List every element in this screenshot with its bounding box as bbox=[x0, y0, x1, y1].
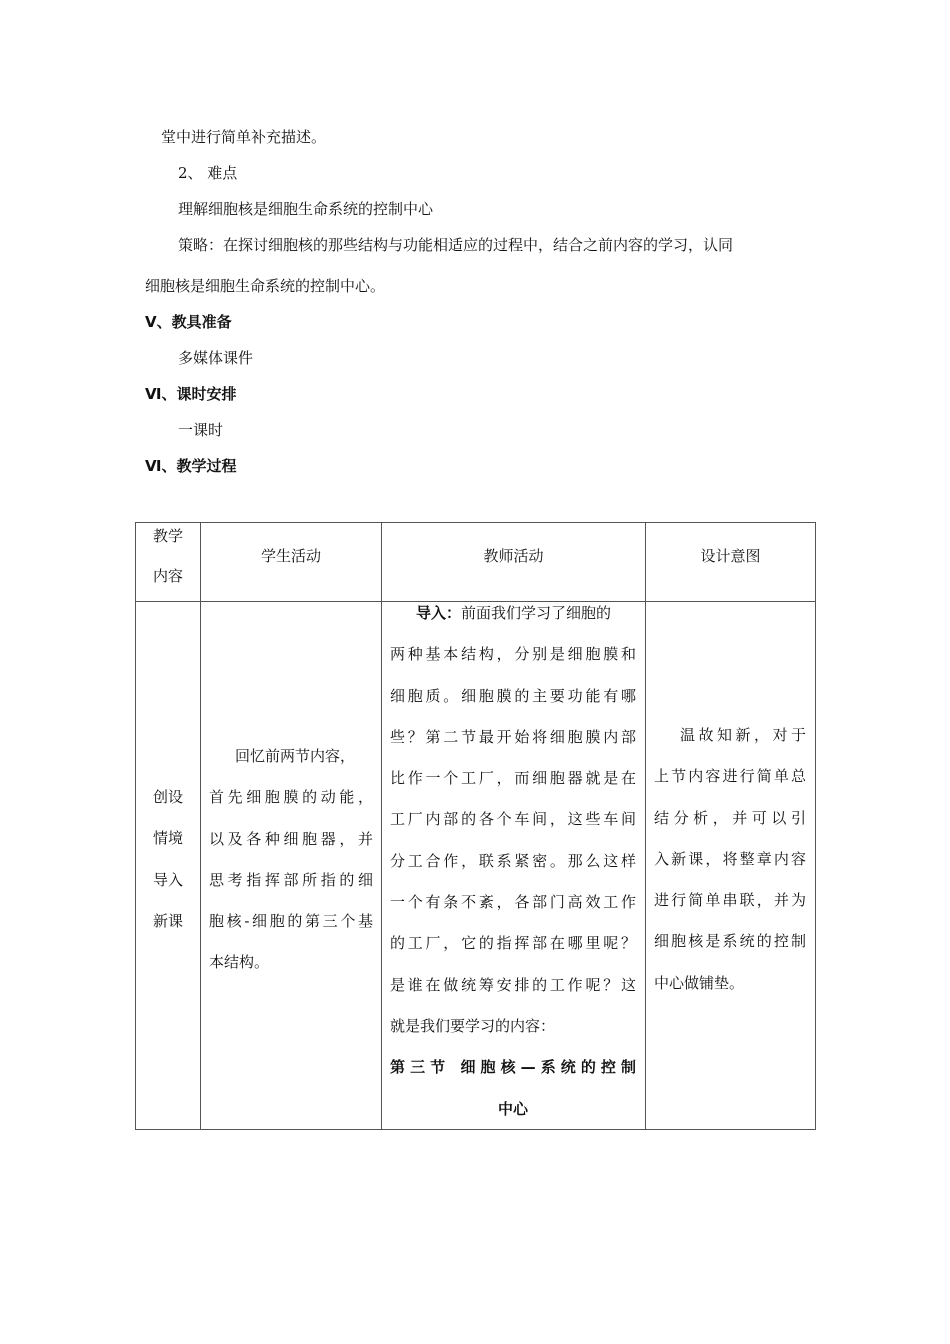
section-text-v: 多媒体课件 bbox=[178, 349, 254, 367]
difficulty-text: 理解细胞核是细胞生命系统的控制中心 bbox=[178, 200, 434, 218]
header-student: 学生活动 bbox=[260, 547, 321, 565]
design-line: 细胞核是系统的控制 bbox=[654, 932, 806, 951]
row-content-line: 新课 bbox=[152, 911, 183, 930]
header-design: 设计意图 bbox=[700, 547, 761, 565]
section-title-line-1: 第三节 细胞核—系统的控制 bbox=[390, 1058, 636, 1077]
design-line: 结分析，并可以引 bbox=[654, 808, 806, 827]
row-design-cell bbox=[654, 715, 806, 1004]
difficulty-label: 2、 难点 bbox=[178, 164, 238, 182]
strategy-line-2: 细胞核是细胞生命系统的控制中心。 bbox=[145, 277, 386, 295]
teacher-intro-label: 导入： bbox=[416, 604, 462, 622]
row-content-cell bbox=[136, 777, 200, 942]
section-text-vi: 一课时 bbox=[178, 421, 224, 439]
student-line: 首先细胞膜的动能， bbox=[209, 788, 373, 807]
row-teacher-cell bbox=[390, 593, 636, 1130]
teacher-line: 些？第二节最开始将细胞膜内部 bbox=[390, 727, 636, 746]
student-line: 思考指挥部所指的细 bbox=[209, 870, 373, 889]
row-content-line: 情境 bbox=[152, 829, 183, 848]
student-line: 以及各种细胞器，并 bbox=[209, 829, 373, 848]
teacher-line: 两种基本结构，分别是细胞膜和 bbox=[390, 645, 636, 664]
table-divider-2 bbox=[381, 522, 382, 1130]
student-line: 本结构。 bbox=[209, 953, 270, 972]
header-content bbox=[136, 526, 200, 586]
teacher-line-text: 前面我们学习了细胞的 bbox=[461, 604, 612, 622]
section-heading-v: Ⅴ、教具准备 bbox=[145, 313, 232, 331]
table-divider-3 bbox=[645, 522, 646, 1130]
strategy-line-1: 策略：在探讨细胞核的那些结构与功能相适应的过程中，结合之前内容的学习，认同 bbox=[178, 236, 734, 254]
design-line: 中心做铺垫。 bbox=[654, 973, 745, 992]
table-divider-1 bbox=[200, 522, 201, 1130]
teacher-line: 细胞质。细胞膜的主要功能有哪 bbox=[390, 686, 636, 705]
teacher-line: 是谁在做统筹安排的工作呢？这 bbox=[390, 975, 636, 994]
student-line: 胞核-细胞的第三个基 bbox=[209, 912, 373, 931]
intro-line-1: 堂中进行简单补充描述。 bbox=[161, 128, 327, 146]
header-content-line-1: 教学 bbox=[152, 527, 183, 545]
section-heading-vi: Ⅵ、课时安排 bbox=[145, 385, 237, 403]
student-line: 回忆前两节内容， bbox=[235, 747, 356, 765]
teacher-line: 比作一个工厂，而细胞器就是在 bbox=[390, 769, 636, 788]
table-border-right bbox=[815, 522, 816, 1130]
header-content-line-2: 内容 bbox=[152, 567, 183, 585]
teacher-line: 就是我们要学习的内容： bbox=[390, 1016, 556, 1035]
section-title-line-2: 中心 bbox=[497, 1099, 528, 1118]
teacher-line: 的工厂，它的指挥部在哪里呢？ bbox=[390, 934, 636, 953]
row-content-line: 导入 bbox=[152, 870, 183, 889]
header-teacher: 教师活动 bbox=[483, 547, 544, 565]
design-line: 上节内容进行简单总 bbox=[654, 767, 806, 786]
row-student-cell bbox=[209, 736, 373, 984]
teacher-line: 一个有条不紊，各部门高效工作 bbox=[390, 893, 636, 912]
row-content-line: 创设 bbox=[152, 788, 183, 806]
section-heading-vii: Ⅵ、教学过程 bbox=[145, 457, 237, 475]
teacher-line: 分工合作，联系紧密。那么这样 bbox=[390, 851, 636, 870]
design-line: 温故知新，对于 bbox=[680, 726, 806, 744]
teacher-line bbox=[390, 593, 636, 634]
table-border-top bbox=[135, 522, 816, 523]
teacher-line: 工厂内部的各个车间，这些车间 bbox=[390, 810, 636, 829]
design-line: 进行简单串联，并为 bbox=[654, 891, 806, 910]
design-line: 入新课，将整章内容 bbox=[654, 849, 806, 868]
